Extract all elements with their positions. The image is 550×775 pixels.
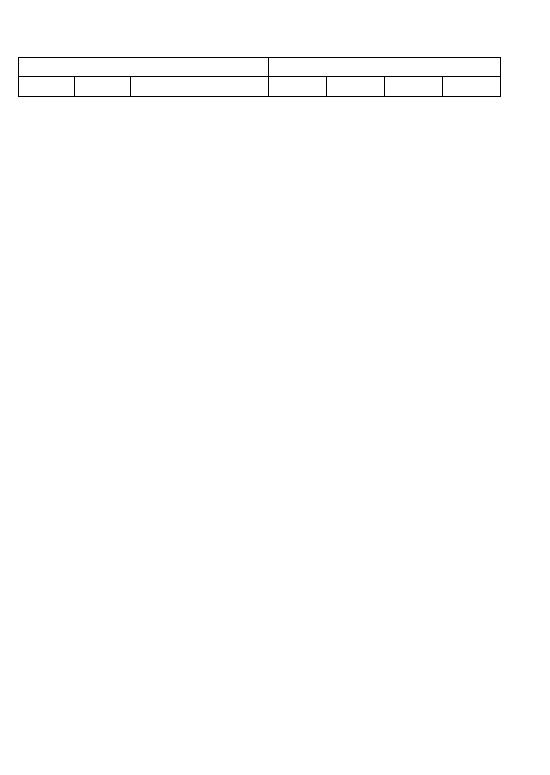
disability-type-header [131, 77, 269, 96]
disability-statistics-table [18, 57, 501, 97]
table-header-row-1 [19, 58, 501, 77]
col-header-consultations [269, 77, 327, 96]
student-type-header [75, 77, 131, 96]
table-header-row-2 [19, 77, 501, 96]
col-header-enrolled [443, 77, 501, 96]
group-header [269, 58, 501, 77]
col-header-passed [385, 77, 443, 96]
year-header-cell [19, 77, 75, 96]
col-header-applicants [327, 77, 385, 96]
